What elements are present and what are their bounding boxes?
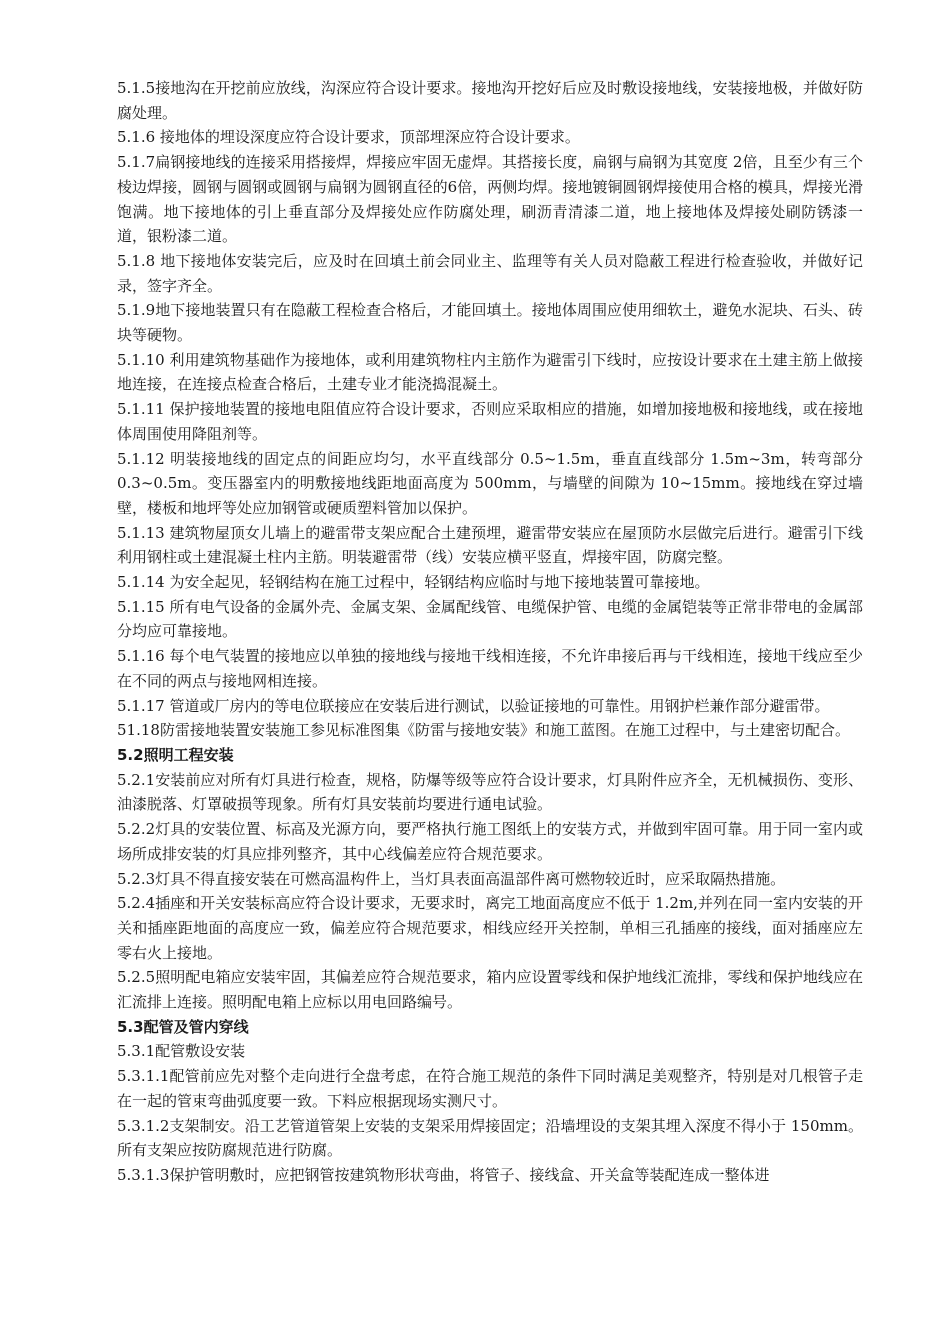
paragraph-5-1-17: 5.1.17 管道或厂房内的等电位联接应在安装后进行测试，以验证接地的可靠性。用钢护栏兼作部分避雷带。 <box>117 696 830 715</box>
paragraph-5-2-3: 5.2.3灯具不得直接安装在可燃高温构件上，当灯具表面高温部件离可燃物较近时，应采取隔热措施。 <box>117 869 786 888</box>
paragraph-5-1-18: 51.18防雷接地装置安装施工参见标准图集《防雷与接地安装》和施工蓝图。在施工过程中，与土建密切配合。 <box>117 721 850 740</box>
paragraph-5-1-9: 5.1.9地下接地装置只有在隐蔽工程检查合格后，才能回填土。接地体周围应使用细软土，避免水泥块、石头、砖块等硬物。 <box>117 301 863 345</box>
paragraph-5-3-1-3: 5.3.1.3保护管明敷时，应把钢管按建筑物形状弯曲，将管子、接线盒、开关盒等装配连成一整体进 <box>117 1165 770 1184</box>
paragraph-5-3-1-2: 5.3.1.2支架制安。沿工艺管道管架上安装的支架采用焊接固定；沿墙埋设的支架其埋入深度不得小于 150mm。所有支架应按防腐规范进行防腐。 <box>117 1116 863 1160</box>
section-heading-5-2: 5.2照明工程安装 <box>117 745 234 764</box>
paragraph-5-1-6: 5.1.6 接地体的埋设深度应符合设计要求，顶部埋深应符合设计要求。 <box>117 128 580 147</box>
paragraph-5-1-15: 5.1.15 所有电气设备的金属外壳、金属支架、金属配线管、电缆保护管、电缆的金属铠装等正常非带电的金属部分均应可靠接地。 <box>117 597 863 641</box>
paragraph-5-1-16: 5.1.16 每个电气装置的接地应以单独的接地线与接地干线相连接，不允许串接后再与干线相连，接地干线应至少在不同的两点与接地网相连接。 <box>117 647 863 690</box>
paragraph-5-1-5: 5.1.5接地沟在开挖前应放线，沟深应符合设计要求。接地沟开挖好后应及时敷设接地线，安装接地极，并做好防腐处理。 <box>117 79 863 122</box>
paragraph-5-2-1: 5.2.1安装前应对所有灯具进行检查，规格，防爆等级等应符合设计要求，灯具附件应齐全，无机械损伤、变形、油漆脱落、灯罩破损等现象。所有灯具安装前均要进行通电试验。 <box>117 770 863 814</box>
paragraph-5-1-11: 5.1.11 保护接地装置的接地电阻值应符合设计要求，否则应采取相应的措施，如增加接地极和接地线，或在接地体周围使用降阻剂等。 <box>117 400 863 443</box>
section-heading-5-3: 5.3配管及管内穿线 <box>117 1017 249 1036</box>
paragraph-5-1-10: 5.1.10 利用建筑物基础作为接地体，或利用建筑物柱内主筋作为避雷引下线时，应按设计要求在土建主筋上做接地连接，在连接点检查合格后，土建专业才能浇捣混凝土。 <box>117 350 863 394</box>
paragraph-5-1-13: 5.1.13 建筑物屋顶女儿墙上的避雷带支架应配合土建预埋，避雷带安装应在屋顶防水层做完后进行。避雷引下线利用钢柱或土建混凝土柱内主筋。明装避雷带（线）安装应横平竖直，焊接牢固，防腐完整。 <box>117 523 863 567</box>
paragraph-5-1-7: 5.1.7扁钢接地线的连接采用搭接焊，焊接应牢固无虚焊。其搭接长度，扁钢与扁钢为其宽度 2倍，且至少有三个棱边焊接，圆钢与圆钢或圆钢与扁钢为圆钢直径的6倍，两侧均焊。接地镀铜圆钢焊接使用合格的模具，焊接光滑饱满。地下接地体的引上垂直部分及焊接处应作防腐处理，刷沥青清漆二道，地上接地体及焊接处刷防锈漆一道，银粉漆二道。 <box>117 153 863 246</box>
document-page <box>117 76 863 1188</box>
paragraph-5-1-14: 5.1.14 为安全起见，轻钢结构在施工过程中，轻钢结构应临时与地下接地装置可靠接地。 <box>117 573 710 592</box>
paragraph-5-1-12: 5.1.12 明装接地线的固定点的间距应均匀，水平直线部分 0.5~1.5m，垂直直线部分 1.5m~3m，转弯部分 0.3~0.5m。变压器室内的明敷接地线距地面高度为 500mm，与墙壁的间隙为 10~15mm。接地线在穿过墙壁，楼板和地坪等处应加钢管或硬质塑料管加以保护。 <box>117 449 863 517</box>
paragraph-5-3-1-1: 5.3.1.1配管前应先对整个走向进行全盘考虑，在符合施工规范的条件下同时满足美观整齐，特别是对几根管子走在一起的管束弯曲弧度要一致。下料应根据现场实测尺寸。 <box>117 1067 863 1110</box>
paragraph-5-2-5: 5.2.5照明配电箱应安装牢固，其偏差应符合规范要求，箱内应设置零线和保护地线汇流排，零线和保护地线应在汇流排上连接。照明配电箱上应标以用电回路编号。 <box>117 968 863 1012</box>
paragraph-5-2-2: 5.2.2灯具的安装位置、标高及光源方向，要严格执行施工图纸上的安装方式，并做到牢固可靠。用于同一室内或场所成排安装的灯具应排列整齐，其中心线偏差应符合规范要求。 <box>117 820 863 863</box>
paragraph-5-2-4: 5.2.4插座和开关安装标高应符合设计要求，无要求时，离完工地面高度应不低于 1.2m,并列在同一室内安装的开关和插座距地面的高度应一致，偏差应符合规范要求，相线应经开关控制，单相三孔插座的接线，面对插座应左零右火上接地。 <box>117 894 863 962</box>
paragraph-5-3-1: 5.3.1配管敷设安装 <box>117 1042 246 1061</box>
paragraph-5-1-8: 5.1.8 地下接地体安装完后，应及时在回填土前会同业主、监理等有关人员对隐蔽工程进行检查验收，并做好记录，签字齐全。 <box>117 251 863 295</box>
